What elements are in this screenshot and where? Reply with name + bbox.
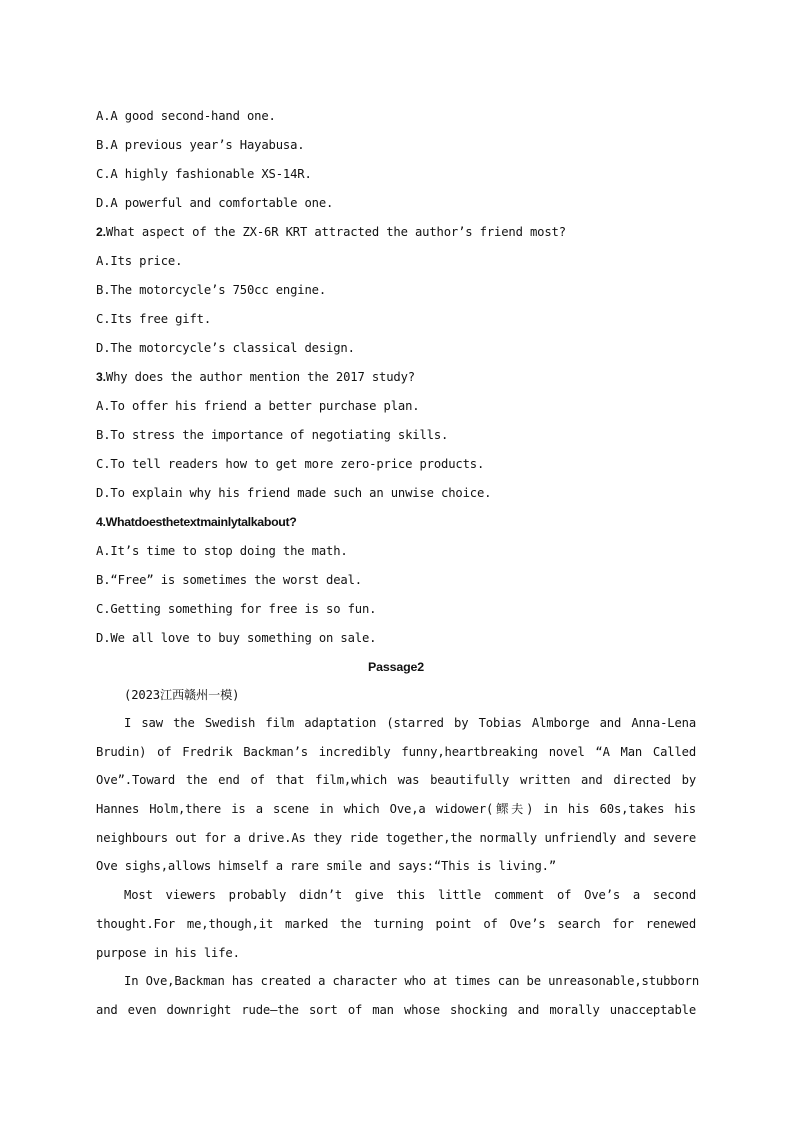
q2-option-a: A.Its price.: [96, 254, 183, 268]
q2-stem-text: What aspect of the ZX-6R KRT attracted the author’s friend most?: [105, 225, 566, 239]
question-1-options: [96, 102, 696, 218]
q3-option-c: C.To tell readers how to get more zero-price products.: [96, 457, 485, 471]
q2-number: 2.: [96, 225, 106, 239]
q4-option-a: A.It’s time to stop doing the math.: [96, 544, 348, 558]
q3-option-d: D.To explain why his friend made such an unwise choice.: [96, 486, 492, 500]
q3-option-b: B.To stress the importance of negotiating skills.: [96, 428, 449, 442]
q2-option-d: D.The motorcycle’s classical design.: [96, 341, 355, 355]
paragraph-line: Ove sighs,allows himself a rare smile and says:“This is living.”: [96, 859, 556, 874]
q1-option-d: D.A powerful and comfortable one.: [96, 196, 334, 210]
paragraph-line: In Ove,Backman has created a character who at times can be unreasonable,stubborn: [124, 974, 699, 989]
question-2: [96, 218, 696, 363]
q3-number: 3.: [96, 370, 106, 384]
question-3: [96, 363, 696, 508]
q3-option-a: A.To offer his friend a better purchase plan.: [96, 399, 420, 413]
q2-option-b: B.The motorcycle’s 750cc engine.: [96, 283, 326, 297]
paragraph-line: Hannes Holm,there is a scene in which Ove,a widower(鳏夫) in his 60s,takes his: [96, 802, 696, 817]
q4-option-b: B.“Free” is sometimes the worst deal.: [96, 573, 362, 587]
paragraph-line: purpose in his life.: [96, 945, 240, 960]
passage-paragraph-1: [96, 709, 696, 881]
paragraph-line: I saw the Swedish film adaptation (starred by Tobias Almborge and Anna-Lena: [124, 716, 696, 730]
paragraph-line: neighbours out for a drive.As they ride together,the normally unfriendly and severe: [96, 830, 696, 845]
paragraph-line: Most viewers probably didn’t give this little comment of Ove’s a second: [124, 888, 696, 903]
paragraph-line: Ove”.Toward the end of that film,which was beautifully written and directed by: [96, 773, 696, 788]
passage-source: (2023江西赣州一模): [124, 688, 240, 702]
q4-option-c: C.Getting something for free is so fun.: [96, 602, 377, 616]
document-content: [96, 102, 699, 1025]
q1-option-c: C.A highly fashionable XS-14R.: [96, 167, 312, 181]
paragraph-line: thought.For me,though,it marked the turning point of Ove’s search for renewed: [96, 916, 696, 931]
passage-paragraph-3: [96, 967, 699, 1024]
paragraph-line: Brudin) of Fredrik Backman’s incredibly funny,heartbreaking novel “A Man Called: [96, 744, 696, 759]
q1-option-a: A.A good second-hand one.: [96, 109, 276, 123]
q4-stem: 4.Whatdoesthetextmainlytalkabout?: [96, 515, 297, 529]
q2-stem: [96, 218, 696, 247]
q2-option-c: C.Its free gift.: [96, 312, 211, 326]
passage-title: Passage2: [368, 660, 424, 674]
paragraph-line: and even downright rude—the sort of man whose shocking and morally unacceptable: [96, 1002, 696, 1017]
q1-option-b: B.A previous year’s Hayabusa.: [96, 138, 305, 152]
q3-stem-text: Why does the author mention the 2017 study?: [105, 370, 415, 384]
q4-option-d: D.We all love to buy something on sale.: [96, 631, 377, 645]
passage-paragraph-2: [96, 881, 696, 967]
q3-stem: [96, 363, 696, 392]
question-4: [96, 508, 696, 653]
